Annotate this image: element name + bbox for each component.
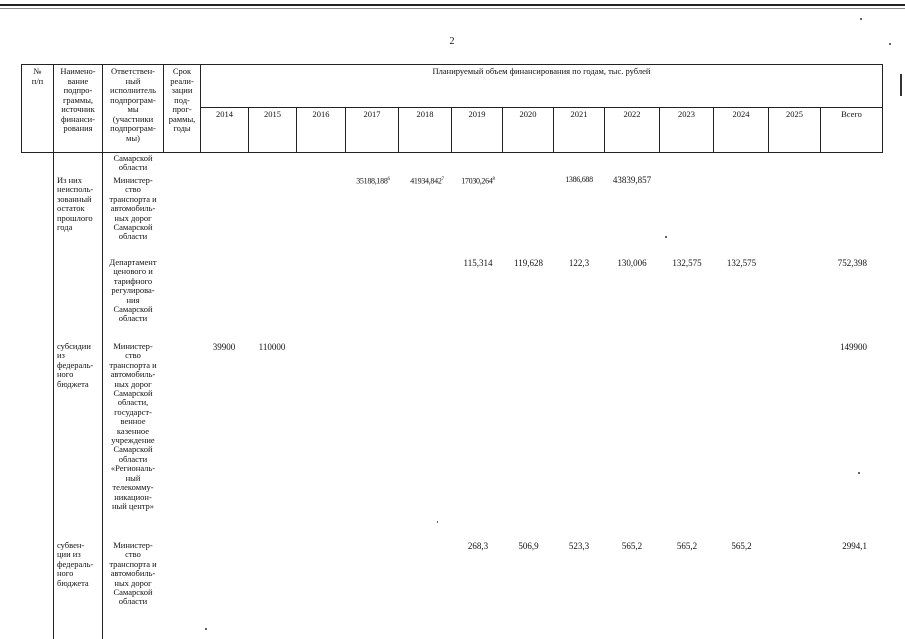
executor-label: Самарской области bbox=[113, 153, 153, 173]
header-year-2017: 2017 bbox=[346, 108, 399, 152]
header-col-number: № п/п bbox=[22, 65, 54, 152]
executor-label: Министер- ство транспорта и автомобиль- ных дорог Самарской области bbox=[109, 175, 157, 242]
header-planned-financing: Планируемый объем финансирования по годам, тыс. рублей bbox=[432, 66, 651, 76]
value-total: 2994,1 bbox=[842, 541, 867, 551]
value-2018: 41934,842$^7$ bbox=[410, 176, 444, 186]
scan-speck bbox=[889, 43, 891, 45]
value-2020: 506,9 bbox=[518, 541, 539, 551]
value-total: 752,398 bbox=[837, 258, 867, 268]
header-year-2022: 2022 bbox=[605, 108, 660, 152]
header-year-2016: 2016 bbox=[297, 108, 346, 152]
value-2019: 17030,264$^8$ bbox=[461, 176, 495, 186]
scan-speck bbox=[437, 521, 438, 523]
table-header bbox=[21, 64, 883, 153]
value-2022: 43839,857 bbox=[612, 175, 652, 185]
value-2023: 565,2 bbox=[676, 541, 698, 551]
header-year-2018: 2018 bbox=[399, 108, 452, 152]
scan-border-line bbox=[0, 4, 905, 6]
header-year-2014: 2014 bbox=[201, 108, 249, 152]
value-2020: 119,628 bbox=[514, 258, 543, 268]
value-2021: 523,3 bbox=[568, 541, 590, 551]
value-2021: 122,3 bbox=[568, 258, 590, 268]
value-2017: 35188,188$^6$ bbox=[356, 176, 390, 186]
scan-speck bbox=[205, 628, 207, 630]
scan-speck bbox=[860, 18, 862, 20]
value-2022: 130,006 bbox=[617, 258, 647, 268]
executor-label: Министер- ство транспорта и автомобиль- ных дорог Самарской области bbox=[109, 540, 157, 607]
header-year-2023: 2023 bbox=[660, 108, 714, 152]
value-2024: 132,575 bbox=[726, 258, 757, 268]
header-year-2019: 2019 bbox=[452, 108, 503, 152]
header-year-2025: 2025 bbox=[769, 108, 821, 152]
value-2022: 565,2 bbox=[621, 541, 643, 551]
value-2023: 132,575 bbox=[672, 258, 702, 268]
value-2021: 1386,688 bbox=[565, 175, 593, 184]
value-2024: 565,2 bbox=[731, 541, 752, 551]
value-2019: 115,314 bbox=[463, 258, 493, 268]
header-year-2021: 2021 bbox=[554, 108, 605, 152]
header-col-executor: Ответствен- ный исполнитель подпрограм- мы (участники подпрограм- мы) bbox=[103, 65, 164, 152]
scan-speck bbox=[858, 472, 860, 474]
value-total: 149900 bbox=[840, 342, 867, 352]
executor-label: Министер- ство транспорта и автомобиль- ных дорог Самарской области, государст- венное казенное учреждение Самарской области «Региональ- ный телекомму- никацион- ный центр» bbox=[109, 341, 157, 511]
financing-source-label: Из них неисполь- зованный остаток прошлого года bbox=[57, 175, 94, 233]
scan-speck bbox=[665, 236, 667, 238]
value-2015: 110000 bbox=[258, 342, 286, 352]
header-col-term: Срок реали- зации под- прог- раммы, годы bbox=[164, 65, 201, 152]
header-year-2020: 2020 bbox=[503, 108, 554, 152]
value-2019: 268,3 bbox=[467, 541, 489, 551]
financing-source-label: субсидии из федераль- ного бюджета bbox=[57, 341, 94, 389]
scan-edge-mark bbox=[900, 74, 902, 96]
header-year-2015: 2015 bbox=[249, 108, 297, 152]
value-2014: 39900 bbox=[212, 342, 236, 352]
financing-source-label: субвен- ции из федераль- ного бюджета bbox=[57, 540, 94, 588]
column-line bbox=[53, 153, 54, 639]
header-col-name: Наимено- вание подпро- граммы, источник финанси- рования bbox=[54, 65, 103, 152]
scan-border-line-thin bbox=[0, 8, 905, 9]
executor-label: Департамент ценового и тарифного регулирова- ния Самарской области bbox=[109, 257, 157, 324]
page-number: 2 bbox=[449, 36, 455, 47]
header-year-2024: 2024 bbox=[714, 108, 769, 152]
header-total: Всего bbox=[841, 109, 862, 119]
